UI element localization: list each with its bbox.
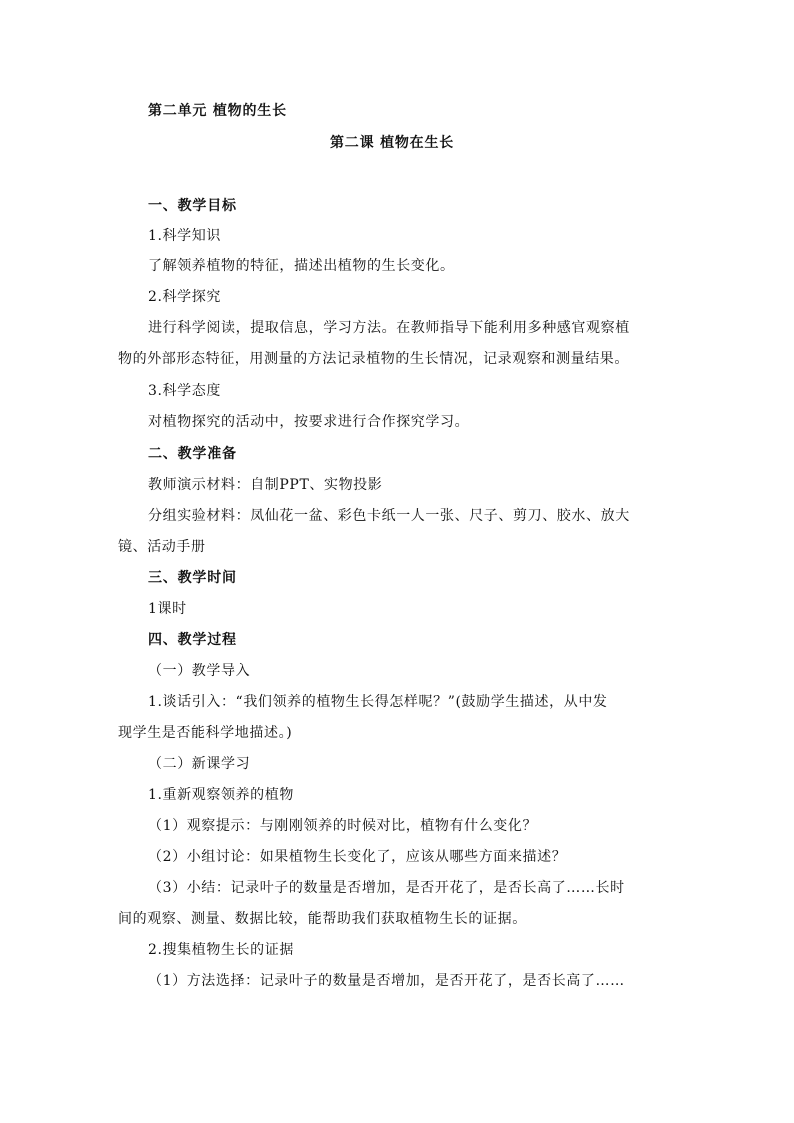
step-item-group-discussion: （2）小组讨论：如果植物生长变化了，应该从哪些方面来描述？	[148, 849, 567, 865]
item-title-attitude: 3.科学态度	[148, 383, 221, 399]
step-item-observation-hint: （1）观察提示：与刚刚领养的时候对比，植物有什么变化？	[148, 818, 538, 834]
item-title-knowledge: 1.科学知识	[148, 228, 221, 244]
section-heading-preparation: 二、教学准备	[148, 446, 237, 462]
paragraph-inquiry-line-2: 物的外部形态特征，用测量的方法记录植物的生长情况，记录观察和测量结果。	[118, 351, 629, 367]
section-heading-process: 四、教学过程	[148, 632, 237, 648]
paragraph-introduction-line-2: 现学生是否能科学地描述。)	[118, 725, 293, 741]
step-title-reobserve: 1.重新观察领养的植物	[148, 787, 294, 803]
paragraph-teacher-materials: 教师演示材料：自制PPT、实物投影	[148, 477, 383, 493]
item-title-inquiry: 2.科学探究	[148, 289, 221, 305]
subsection-heading-introduction: （一）教学导入	[148, 663, 251, 679]
paragraph-introduction-line-1: 1.谈话引入：“我们领养的植物生长得怎样呢？”(鼓励学生描述，从中发	[148, 694, 608, 710]
paragraph-knowledge: 了解领养植物的特征，描述出植物的生长变化。	[148, 258, 455, 274]
step-title-collect-evidence: 2.搜集植物生长的证据	[148, 942, 294, 958]
section-heading-time: 三、教学时间	[148, 570, 237, 586]
subsection-heading-new-lesson: （二）新课学习	[148, 756, 251, 772]
step-item-summary-line-1: （3）小结：记录叶子的数量是否增加，是否开花了，是否长高了……长时	[148, 880, 625, 896]
paragraph-inquiry-line-1: 进行科学阅读，提取信息，学习方法。在教师指导下能利用多种感官观察植	[148, 320, 630, 336]
section-heading-objectives: 一、教学目标	[148, 198, 237, 214]
paragraph-attitude: 对植物探究的活动中，按要求进行合作探究学习。	[148, 414, 470, 430]
step-item-method-selection: （1）方法选择：记录叶子的数量是否增加，是否开花了，是否长高了……	[148, 973, 625, 989]
paragraph-group-materials-line-2: 镜、活动手册	[118, 539, 206, 555]
paragraph-group-materials-line-1: 分组实验材料：凤仙花一盆、彩色卡纸一人一张、尺子、剪刀、胶水、放大	[148, 508, 630, 524]
lesson-title: 第二课 植物在生长	[330, 135, 455, 151]
unit-title: 第二单元 植物的生长	[148, 103, 287, 119]
paragraph-time: 1课时	[148, 601, 187, 617]
step-item-summary-line-2: 间的观察、测量、数据比较，能帮助我们获取植物生长的证据。	[118, 911, 527, 927]
